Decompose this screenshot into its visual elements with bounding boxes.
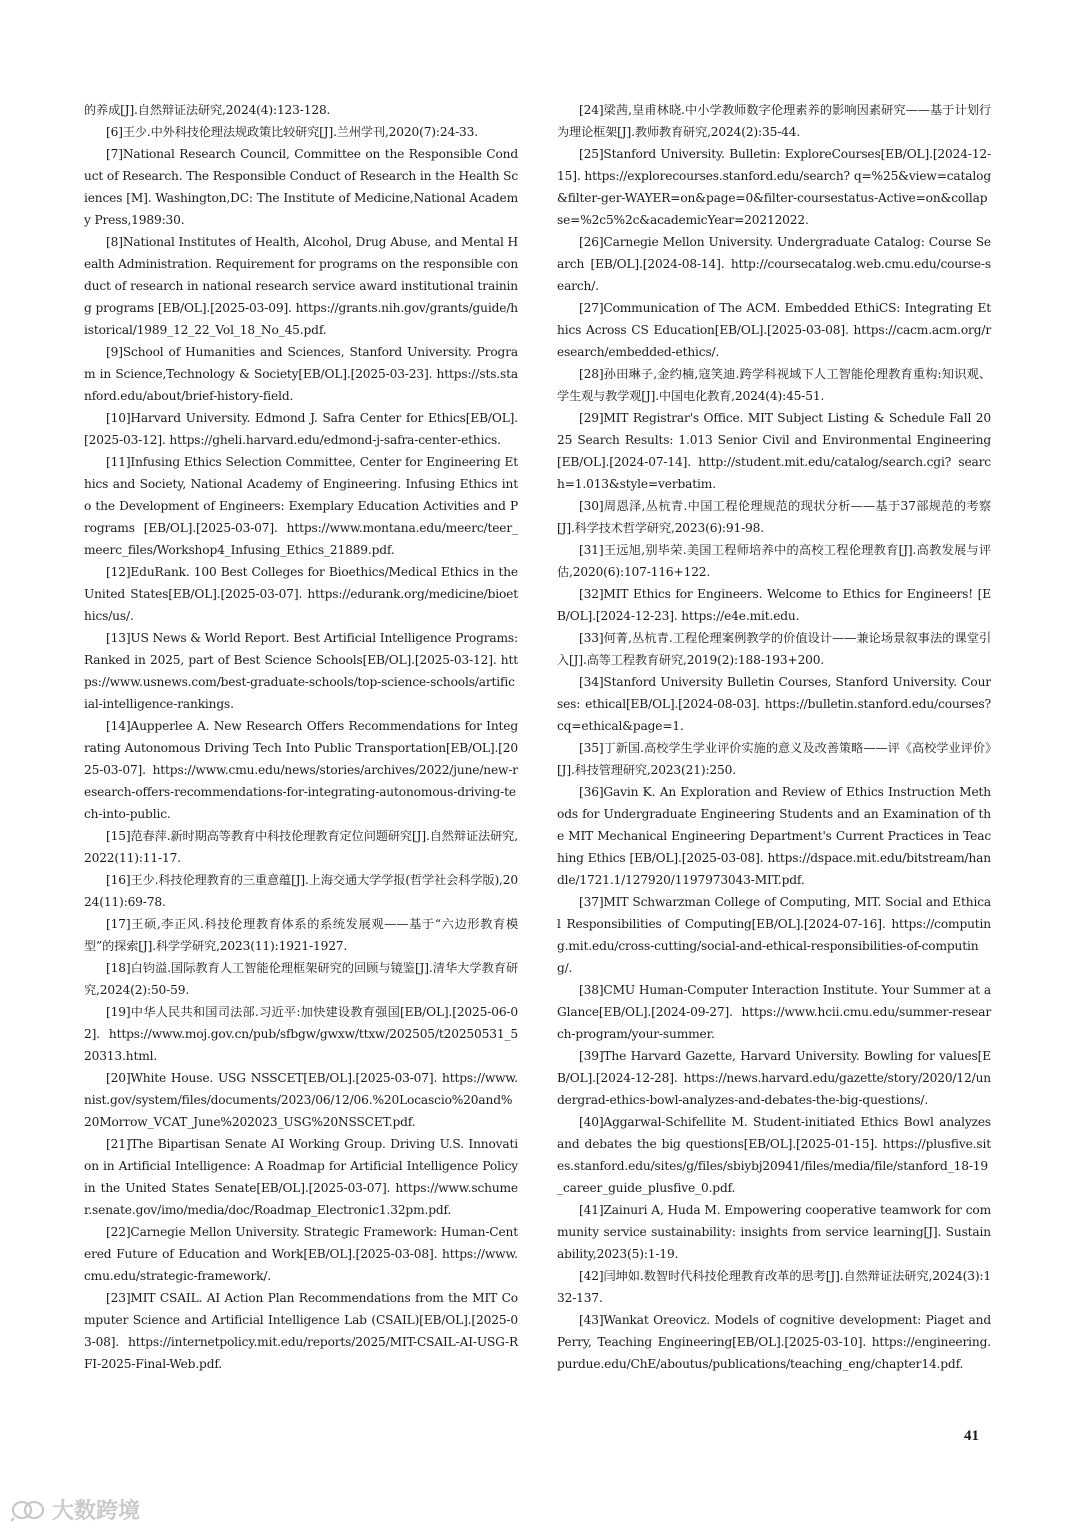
reference-entry: [42]闫坤如.数智时代科技伦理教育改革的思考[J].自然辩证法研究,2024(3):132-137. [557, 1269, 991, 1305]
reference-entry: [26]Carnegie Mellon University. Undergraduate Catalog: Course Search [EB/OL].[2024-08-14]. http://coursecatalog.web.cmu.edu/course-search/. [557, 235, 991, 293]
reference-entry: [18]白钧溢.国际教育人工智能伦理框架研究的回顾与镜鉴[J].清华大学教育研究,2024(2):50-59. [84, 961, 518, 997]
reference-entry: [35]丁新国.高校学生学业评价实施的意义及改善策略——评《高校学业评价》[J].科技管理研究,2023(21):250. [557, 741, 991, 777]
reference-entry: [22]Carnegie Mellon University. Strategic Framework: Human-Centered Future of Education and Work[EB/OL].[2025-03-08]. https://www.cmu.edu/strategic-framework/. [84, 1225, 518, 1283]
logo-icon [10, 1498, 48, 1522]
reference-entry: [30]周恩泽,丛杭青.中国工程伦理规范的现状分析——基于37部规范的考察[J].科学技术哲学研究,2023(6):91-98. [557, 499, 991, 535]
reference-entry: [12]EduRank. 100 Best Colleges for Bioethics/Medical Ethics in the United States[EB/OL].[2025-03-07]. https://edurank.org/medicine/bioethics/us/. [84, 565, 518, 623]
reference-entry: [37]MIT Schwarzman College of Computing, MIT. Social and Ethical Responsibilities of Computing[EB/OL].[2024-07-16]. https://computing.mit.edu/cross-cutting/social-and-ethical-responsibilities-of-computing/. [557, 895, 991, 975]
reference-entry: [23]MIT CSAIL. AI Action Plan Recommendations from the MIT Computer Science and Artificial Intelligence Lab (CSAIL)[EB/OL].[2025-03-08]. https://internetpolicy.mit.edu/reports/2025/MIT-CSAIL-AI-USG-RFI-2025-Final-Web.pdf. [84, 1291, 518, 1371]
reference-entry: [25]Stanford University. Bulletin: ExploreCourses[EB/OL].[2024-12-15]. https://explorecourses.stanford.edu/search? q=%25&view=catalog&filter-ger-WAYER=on&page=0&filter-coursestatus-Active=on&collapse=%2c5%2c&academicYear=20212022. [557, 147, 991, 227]
references-right-column [557, 99, 991, 1375]
reference-entry: [24]梁茜,皇甫林晓.中小学教师数字伦理素养的影响因素研究——基于计划行为理论框架[J].教师教育研究,2024(2):35-44. [557, 103, 991, 139]
reference-entry: [31]王远旭,别毕荣.美国工程师培养中的高校工程伦理教育[J].高教发展与评估,2020(6):107-116+122. [557, 543, 991, 579]
page-number: 41 [964, 1428, 979, 1444]
reference-entry: [27]Communication of The ACM. Embedded EthiCS: Integrating Ethics Across CS Education[EB/OL].[2025-03-08]. https://cacm.acm.org/research/embedded-ethics/. [557, 301, 991, 359]
reference-entry: [39]The Harvard Gazette, Harvard University. Bowling for values[EB/OL].[2024-12-28]. https://news.harvard.edu/gazette/story/2020/12/undergrad-ethics-bowl-analyzes-and-debates-the-big-questions/. [557, 1049, 991, 1107]
reference-entry: [19]中华人民共和国司法部.习近平:加快建设教育强国[EB/OL].[2025-06-02]. https://www.moj.gov.cn/pub/sfbgw/gwxw/ttxw/202505/t20250531_520313.html. [84, 1005, 518, 1063]
reference-entry: [14]Aupperlee A. New Research Offers Recommendations for Integrating Autonomous Driving Tech Into Public Transportation[EB/OL].[2025-03-07]. https://www.cmu.edu/news/stories/archives/2022/june/new-research-offers-recommendations-for-integrating-autonomous-driving-tech-into-public. [84, 719, 518, 821]
reference-entry: [16]王少.科技伦理教育的三重意蕴[J].上海交通大学学报(哲学社会科学版),2024(11):69-78. [84, 873, 518, 909]
reference-entry: [8]National Institutes of Health, Alcohol, Drug Abuse, and Mental Health Administration. Requirement for programs on the responsible conduct of research in national research service award institutional training programs [EB/OL].[2025-03-09]. https://grants.nih.gov/grants/guide/historical/1989_12_22_Vol_18_No_45.pdf. [84, 235, 519, 337]
reference-entry: [20]White House. USG NSSCET[EB/OL].[2025-03-07]. https://www.nist.gov/system/files/documents/2023/06/12/06.%20Locascio%20and%20Morrow_VCAT_June%202023_USG%20NSSCET.pdf. [84, 1071, 518, 1129]
reference-entry: [29]MIT Registrar's Office. MIT Subject Listing & Schedule Fall 2025 Search Results: 1.013 Senior Civil and Environmental Engineering [EB/OL].[2024-07-14]. http://student.mit.edu/catalog/search.cgi? search=1.013&style=verbatim. [557, 411, 991, 491]
reference-entry: [9]School of Humanities and Sciences, Stanford University. Program in Science,Technology & Society[EB/OL].[2025-03-23]. https://sts.stanford.edu/about/brief-history-field. [84, 345, 518, 403]
reference-entry: [10]Harvard University. Edmond J. Safra Center for Ethics[EB/OL].[2025-03-12]. https://gheli.harvard.edu/edmond-j-safra-center-ethics. [84, 411, 518, 447]
reference-entry: [21]The Bipartisan Senate AI Working Group. Driving U.S. Innovation in Artificial Intelligence: A Roadmap for Artificial Intelligence Policy in the United States Senate[EB/OL].[2025-03-07]. https://www.schumer.senate.gov/imo/media/doc/Roadmap_Electronic1.32pm.pdf. [84, 1137, 518, 1217]
reference-entry: [40]Aggarwal-Schifellite M. Student-initiated Ethics Bowl analyzes and debates the big questions[EB/OL].[2025-01-15]. https://plusfive.sites.stanford.edu/sites/g/files/sbiybj20941/files/media/file/stanford_18-19_career_guide_plusfive_0.pdf. [557, 1115, 991, 1195]
reference-entry: 的养成[J].自然辩证法研究,2024(4):123-128. [84, 103, 331, 117]
reference-entry: [36]Gavin K. An Exploration and Review of Ethics Instruction Methods for Undergraduate Engineering Students and an Examination of the MIT Mechanical Engineering Department's Current Practices in Teaching Ethics [EB/OL].[2025-03-08]. https://dspace.mit.edu/bitstream/handle/1721.1/127920/1197973043-MIT.pdf. [557, 785, 991, 887]
references-left-column [84, 99, 518, 1375]
reference-entry: [34]Stanford University Bulletin Courses, Stanford University. Courses: ethical[EB/OL].[2024-08-03]. https://bulletin.stanford.edu/courses? cq=ethical&page=1. [557, 675, 991, 733]
watermark-text: 大数跨境 [52, 1499, 141, 1524]
reference-entry: [15]范春萍.新时期高等教育中科技伦理教育定位问题研究[J].自然辩证法研究,2022(11):11-17. [84, 829, 518, 865]
reference-entry: [41]Zainuri A, Huda M. Empowering cooperative teamwork for community service sustainability: insights from service learning[J]. Sustainability,2023(5):1-19. [557, 1203, 991, 1261]
reference-entry: [11]Infusing Ethics Selection Committee, Center for Engineering Ethics and Society, National Academy of Engineering. Infusing Ethics into the Development of Engineers: Exemplary Education Activities and Programs [EB/OL].[2025-03-07]. https://www.montana.edu/meerc/teer_meerc_files/Workshop4_Infusing_Ethics_21889.pdf. [84, 455, 518, 557]
reference-entry: [38]CMU Human-Computer Interaction Institute. Your Summer at a Glance[EB/OL].[2024-09-27]. https://www.hcii.cmu.edu/summer-research-program/your-summer. [557, 983, 991, 1041]
reference-entry: [6]王少.中外科技伦理法规政策比较研究[J].兰州学刊,2020(7):24-33. [106, 125, 478, 139]
reference-entry: [43]Wankat Oreovicz. Models of cognitive development: Piaget and Perry, Teaching Engineering[EB/OL].[2025-03-10]. https://engineering.purdue.edu/ChE/aboutus/publications/teaching_eng/chapter14.pdf. [557, 1313, 991, 1371]
reference-entry: [17]王硕,李正风.科技伦理教育体系的系统发展观——基于“六边形教育模型”的探索[J].科学学研究,2023(11):1921-1927. [84, 917, 518, 953]
reference-entry: [28]孙田琳子,金约楠,寇笑迪.跨学科视域下人工智能伦理教育重构:知识观、学生观与教学观[J].中国电化教育,2024(4):45-51. [557, 367, 991, 403]
watermark [10, 1494, 140, 1525]
reference-entry: [32]MIT Ethics for Engineers. Welcome to Ethics for Engineers! [EB/OL].[2024-12-23]. https://e4e.mit.edu. [557, 587, 991, 623]
reference-entry: [33]何菁,丛杭青.工程伦理案例教学的价值设计——兼论场景叙事法的课堂引入[J].高等工程教育研究,2019(2):188-193+200. [557, 631, 991, 667]
reference-entry: [7]National Research Council, Committee on the Responsible Conduct of Research. The Responsible Conduct of Research in the Health Sciences [M]. Washington,DC: The Institute of Medicine,National Academy Press,1989:30. [84, 147, 518, 227]
reference-entry: [13]US News & World Report. Best Artificial Intelligence Programs: Ranked in 2025, part of Best Science Schools[EB/OL].[2025-03-12]. https://www.usnews.com/best-graduate-schools/top-science-schools/artificial-intelligence-rankings. [84, 631, 518, 711]
